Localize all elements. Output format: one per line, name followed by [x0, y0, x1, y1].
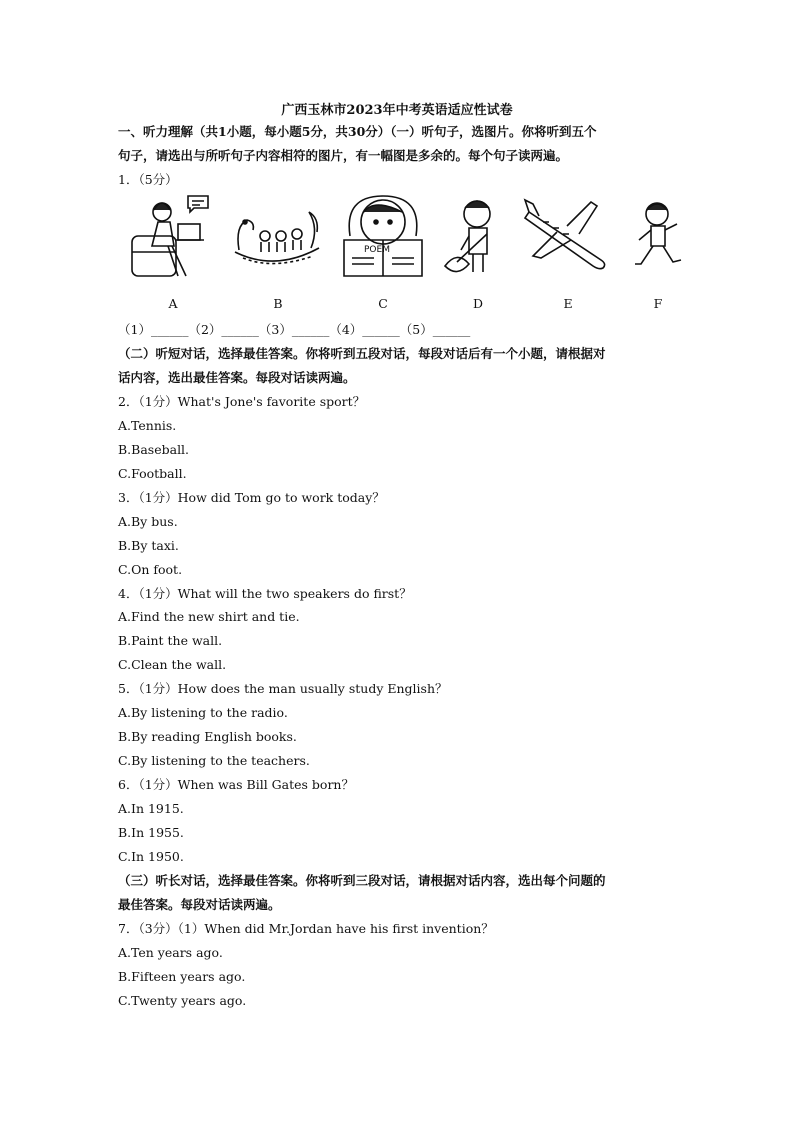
picture-a-letter: A	[168, 296, 178, 311]
q1-answer-blanks[interactable]: （1）______（2）______（3）______（4）______（5）______	[118, 322, 471, 337]
picture-row	[118, 192, 692, 312]
boy-sweeping-icon	[433, 192, 523, 292]
section3-header-line1: （三）听长对话，选择最佳答案。你将听到三段对话，请根据对话内容，选出每个问题的	[118, 873, 606, 888]
answer-option[interactable]: B.By reading English books.	[118, 729, 297, 744]
boy-running-icon	[613, 192, 703, 292]
answer-option[interactable]: C.Clean the wall.	[118, 657, 227, 672]
boy-reading-poem-icon	[338, 192, 428, 292]
picture-f	[613, 192, 703, 312]
page-title: 广西玉林市2023年中考英语适应性试卷	[281, 103, 513, 118]
question-stem: 4．（1分）What will the two speakers do first？	[118, 586, 412, 601]
answer-option[interactable]: C.In 1950.	[118, 849, 184, 864]
answer-option[interactable]: B.Fifteen years ago.	[118, 969, 246, 984]
picture-b-letter: B	[273, 296, 283, 311]
picture-e	[523, 192, 613, 312]
answer-option[interactable]: A.Find the new shirt and tie.	[118, 609, 300, 624]
answer-option[interactable]: B.Baseball.	[118, 442, 190, 457]
woman-laptop-icon	[128, 192, 218, 292]
picture-e-letter: E	[563, 296, 573, 311]
section1-header-line1: 一、听力理解（共1小题，每小题5分，共30分）（一）听句子，选图片。你将听到五个	[118, 124, 597, 139]
picture-d	[433, 192, 523, 312]
picture-a	[128, 192, 218, 312]
answer-option[interactable]: A.Tennis.	[118, 418, 177, 433]
section3-header-line2: 最佳答案。每段对话读两遍。	[118, 897, 281, 912]
question-stem: 3．（1分）How did Tom go to work today？	[118, 490, 385, 505]
answer-option[interactable]: C.By listening to the teachers.	[118, 753, 310, 768]
picture-d-letter: D	[472, 296, 484, 311]
answer-option[interactable]: C.Twenty years ago.	[118, 993, 247, 1008]
picture-c	[338, 192, 428, 312]
answer-option[interactable]: C.On foot.	[118, 562, 183, 577]
answer-option[interactable]: B.Paint the wall.	[118, 633, 223, 648]
airplane-icon	[523, 192, 613, 292]
question-stem: 7．（3分）（1）When did Mr.Jordan have his first invention？	[118, 921, 494, 936]
section1-header-line2: 句子，请选出与所听句子内容相符的图片，有一幅图是多余的。每个句子读两遍。	[118, 148, 569, 163]
picture-c-letter: C	[378, 296, 388, 311]
picture-f-letter: F	[653, 296, 663, 311]
question-stem: 6．（1分）When was Bill Gates born？	[118, 777, 354, 792]
section2-header-line1: （二）听短对话，选择最佳答案。你将听到五段对话，每段对话后有一个小题，请根据对	[118, 346, 606, 361]
question-stem: 2．（1分）What's Jone's favorite sport？	[118, 394, 366, 409]
q1-stem: 1．（5分）	[118, 172, 178, 187]
answer-option[interactable]: A.By bus.	[118, 514, 178, 529]
picture-b	[233, 192, 323, 312]
poem-book-text: POEM	[364, 245, 390, 255]
answer-option[interactable]: A.In 1915.	[118, 801, 184, 816]
answer-option[interactable]: B.By taxi.	[118, 538, 179, 553]
question-stem: 5．（1分）How does the man usually study English？	[118, 681, 448, 696]
section2-header-line2: 话内容，选出最佳答案。每段对话读两遍。	[118, 370, 356, 385]
answer-option[interactable]: C.Football.	[118, 466, 187, 481]
answer-option[interactable]: A.Ten years ago.	[118, 945, 223, 960]
dragon-boat-icon	[233, 192, 323, 292]
answer-option[interactable]: B.In 1955.	[118, 825, 184, 840]
answer-option[interactable]: A.By listening to the radio.	[118, 705, 288, 720]
